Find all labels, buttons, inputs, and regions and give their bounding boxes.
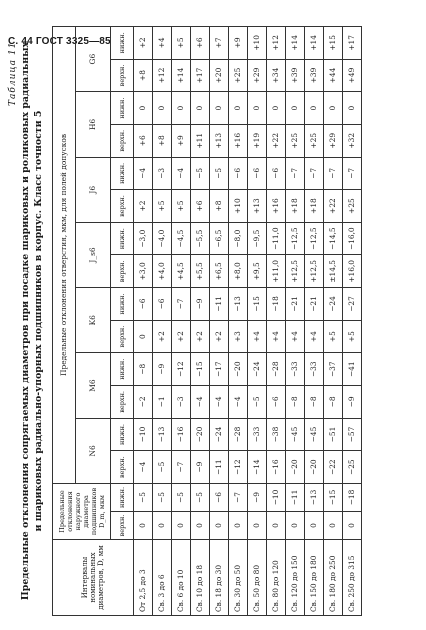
hole-deviation-cell: +8,0 [229, 255, 248, 288]
bearing-deviation-cell: 0 [172, 512, 191, 540]
hole-deviation-cell: +4 [305, 320, 324, 353]
hole-deviation-cell: −12,5 [286, 222, 305, 255]
hole-deviation-cell: −38 [267, 418, 286, 451]
hole-deviation-cell: 0 [305, 92, 324, 125]
upper-deviation-header: верхн. [111, 451, 134, 484]
hole-deviation-cell: −2 [134, 386, 153, 419]
interval-cell: Св. 250 до 315 [343, 540, 362, 616]
hole-deviation-cell: −12,5 [305, 222, 324, 255]
hole-deviation-cell: +20 [210, 59, 229, 92]
hole-deviation-cell: −6 [267, 157, 286, 190]
hole-deviation-cell: −6 [134, 288, 153, 321]
table-row [191, 27, 210, 616]
table-row [210, 27, 229, 616]
hole-deviation-cell: −4 [134, 157, 153, 190]
table-title-line-1: Предельные отклонения сопрягаемых диаметров при посадке шариковых и роликовых радиальных [20, 41, 31, 601]
hole-deviation-cell: +32 [343, 124, 362, 157]
hole-deviation-cell: +9,5 [248, 255, 267, 288]
hole-deviation-cell: 0 [229, 92, 248, 125]
hole-deviation-cell: +15 [324, 27, 343, 60]
bearing-deviation-cell: 0 [267, 512, 286, 540]
hole-deviation-cell: +8 [134, 59, 153, 92]
hole-deviation-cell: −5 [248, 386, 267, 419]
hole-deviation-cell: +2 [134, 27, 153, 60]
hole-deviation-cell: −6 [229, 157, 248, 190]
hole-deviation-cell: −20 [305, 451, 324, 484]
bearing-deviation-cell: 0 [248, 512, 267, 540]
hole-deviation-cell: −21 [305, 288, 324, 321]
hole-deviation-cell: −12 [229, 451, 248, 484]
hole-deviation-cell: +25 [229, 59, 248, 92]
hole-deviation-cell: −45 [286, 418, 305, 451]
hole-deviation-cell: −33 [305, 353, 324, 386]
hole-deviation-cell: +18 [286, 190, 305, 223]
hole-deviation-cell: +13 [248, 190, 267, 223]
hole-deviation-cell: 0 [134, 92, 153, 125]
hole-deviation-cell: +8 [153, 124, 172, 157]
hole-deviation-cell: +17 [191, 59, 210, 92]
hole-deviation-cell: +39 [286, 59, 305, 92]
bearing-deviation-cell: 0 [134, 512, 153, 540]
lower-deviation-header: нижн. [111, 157, 134, 190]
hole-deviation-cell: +29 [248, 59, 267, 92]
hole-deviation-cell: −7 [286, 157, 305, 190]
hole-deviation-cell: −6 [153, 288, 172, 321]
hole-deviation-cell: +44 [324, 59, 343, 92]
table-row [172, 27, 191, 616]
hole-deviation-cell: −16,0 [343, 222, 362, 255]
hole-deviation-cell: +29 [324, 124, 343, 157]
hole-deviation-cell: +2 [153, 320, 172, 353]
bearing-deviation-cell: 0 [286, 512, 305, 540]
bearing-deviation-cell: −5 [153, 483, 172, 511]
hole-deviation-cell: 0 [210, 92, 229, 125]
hole-deviation-cell: −8,0 [229, 222, 248, 255]
bearing-deviation-cell: 0 [305, 512, 324, 540]
tolerance-group-header: Предельные отклонения отверстия, мкм, для полей допусков [53, 27, 76, 484]
hole-deviation-cell: +12 [267, 27, 286, 60]
hole-deviation-cell: +5 [343, 320, 362, 353]
bearing-deviation-cell: −5 [134, 483, 153, 511]
table-number: Таблица 11 [8, 41, 18, 106]
hole-deviation-cell: −18 [267, 288, 286, 321]
hole-deviation-cell: +4 [267, 320, 286, 353]
hole-deviation-cell: −25 [343, 451, 362, 484]
field-header: G6 [76, 27, 111, 92]
interval-cell: Св. 150 до 180 [305, 540, 324, 616]
hole-deviation-cell: −20 [229, 353, 248, 386]
hole-deviation-cell: +8 [210, 190, 229, 223]
hole-deviation-cell: ±14,5 [324, 255, 343, 288]
upper-deviation-header: верхн. [111, 386, 134, 419]
bearing-deviation-cell: −11 [286, 483, 305, 511]
hole-deviation-cell: +5 [172, 190, 191, 223]
hole-deviation-cell: −3,0 [134, 222, 153, 255]
hole-deviation-cell: −9 [191, 451, 210, 484]
hole-deviation-cell: −11 [210, 288, 229, 321]
upper-deviation-header: верхн. [111, 320, 134, 353]
table-row [153, 27, 172, 616]
hole-deviation-cell: −13 [153, 418, 172, 451]
hole-deviation-cell: +49 [343, 59, 362, 92]
lower-deviation-header: нижн. [111, 353, 134, 386]
hole-deviation-cell: +34 [267, 59, 286, 92]
field-header: J6 [76, 157, 111, 222]
hole-deviation-cell: −4 [191, 386, 210, 419]
upper-deviation-header: верхн. [111, 190, 134, 223]
hole-deviation-cell: +6 [134, 124, 153, 157]
table-row [229, 27, 248, 616]
hole-deviation-cell: +25 [305, 124, 324, 157]
bearing-deviation-cell: −7 [229, 483, 248, 511]
hole-deviation-cell: −12 [172, 353, 191, 386]
hole-deviation-cell: −16 [267, 451, 286, 484]
hole-deviation-cell: −4 [134, 451, 153, 484]
interval-cell: Св. 80 до 120 [267, 540, 286, 616]
hole-deviation-cell: 0 [134, 320, 153, 353]
hole-deviation-cell: −7 [324, 157, 343, 190]
table-row [248, 27, 267, 616]
hole-deviation-cell: −33 [286, 353, 305, 386]
hole-deviation-cell: +5,5 [191, 255, 210, 288]
lower-deviation-header: нижн. [111, 288, 134, 321]
table-row [267, 27, 286, 616]
hole-deviation-cell: −15 [191, 353, 210, 386]
hole-deviation-cell: −14 [248, 451, 267, 484]
hole-deviation-cell: +4 [153, 27, 172, 60]
hole-deviation-cell: 0 [267, 92, 286, 125]
upper-deviation-header: верхн. [111, 512, 134, 540]
hole-deviation-cell: −16 [172, 418, 191, 451]
table-row [324, 27, 343, 616]
hole-deviation-cell: −28 [267, 353, 286, 386]
bearing-deviation-cell: −18 [343, 483, 362, 511]
hole-deviation-cell: +25 [343, 190, 362, 223]
field-header: H6 [76, 92, 111, 157]
bearing-deviation-cell: −10 [267, 483, 286, 511]
hole-deviation-cell: −14,5 [324, 222, 343, 255]
table-row [134, 27, 153, 616]
hole-deviation-cell: 0 [286, 92, 305, 125]
bearing-deviation-cell: −5 [172, 483, 191, 511]
hole-deviation-cell: +14 [305, 27, 324, 60]
hole-deviation-cell: −7 [172, 451, 191, 484]
hole-deviation-cell: −6 [248, 157, 267, 190]
hole-deviation-cell: +39 [305, 59, 324, 92]
hole-deviation-cell: −9 [191, 288, 210, 321]
hole-deviation-cell: −5 [210, 157, 229, 190]
hole-deviation-cell: −4 [229, 386, 248, 419]
hole-deviation-cell: −7 [343, 157, 362, 190]
hole-deviation-cell: 0 [248, 92, 267, 125]
hole-deviation-cell: −11,0 [267, 222, 286, 255]
hole-deviation-cell: −3 [172, 386, 191, 419]
hole-deviation-cell: +11 [191, 124, 210, 157]
bearing-deviation-cell: −9 [248, 483, 267, 511]
interval-cell: Св. 10 до 18 [191, 540, 210, 616]
bearing-deviation-cell: 0 [153, 512, 172, 540]
hole-deviation-cell: +4,0 [153, 255, 172, 288]
hole-deviation-cell: −27 [343, 288, 362, 321]
hole-deviation-cell: −20 [191, 418, 210, 451]
hole-deviation-cell: +4 [248, 320, 267, 353]
hole-deviation-cell: +10 [229, 190, 248, 223]
bearing-diameter-header: Предельные отклонения наружного диаметра подшипников D_m, мкм [53, 483, 111, 539]
hole-deviation-cell: −8 [286, 386, 305, 419]
field-header: N6 [76, 418, 111, 483]
hole-deviation-cell: +5 [172, 27, 191, 60]
hole-deviation-cell: +2 [210, 320, 229, 353]
hole-deviation-cell: −10 [134, 418, 153, 451]
interval-cell: Св. 3 до 6 [153, 540, 172, 616]
hole-deviation-cell: +16 [229, 124, 248, 157]
hole-deviation-cell: +13 [210, 124, 229, 157]
hole-deviation-cell: +2 [191, 320, 210, 353]
interval-cell: Св. 180 до 250 [324, 540, 343, 616]
hole-deviation-cell: −4,0 [153, 222, 172, 255]
hole-deviation-cell: −9,5 [248, 222, 267, 255]
hole-deviation-cell: +4,5 [172, 255, 191, 288]
hole-deviation-cell: +5 [153, 190, 172, 223]
interval-cell: Св. 6 до 10 [172, 540, 191, 616]
hole-deviation-cell: −24 [324, 288, 343, 321]
rotated-page [8, 26, 412, 616]
hole-deviation-cell: −7 [305, 157, 324, 190]
hole-deviation-cell: −51 [324, 418, 343, 451]
upper-lower-row [111, 27, 134, 616]
hole-deviation-cell: −22 [324, 451, 343, 484]
hole-deviation-cell: +10 [248, 27, 267, 60]
hole-deviation-cell: −37 [324, 353, 343, 386]
hole-deviation-cell: +4 [286, 320, 305, 353]
interval-cell: От 2,5 до 3 [134, 540, 153, 616]
field-header: M6 [76, 353, 111, 418]
hole-deviation-cell: −5 [153, 451, 172, 484]
lower-deviation-header: нижн. [111, 483, 134, 511]
hole-deviation-cell: −33 [248, 418, 267, 451]
bearing-deviation-cell: 0 [324, 512, 343, 540]
hole-deviation-cell: +3,0 [134, 255, 153, 288]
bearing-deviation-cell: 0 [191, 512, 210, 540]
hole-deviation-cell: −21 [286, 288, 305, 321]
hole-deviation-cell: +12,5 [286, 255, 305, 288]
hole-deviation-cell: −4 [210, 386, 229, 419]
hole-deviation-cell: 0 [172, 92, 191, 125]
upper-deviation-header: верхн. [111, 59, 134, 92]
hole-deviation-cell: −17 [210, 353, 229, 386]
hole-deviation-cell: −8 [324, 386, 343, 419]
hole-deviation-cell: +3 [229, 320, 248, 353]
field-header: J_s6 [76, 222, 111, 287]
interval-cell: Св. 18 до 30 [210, 540, 229, 616]
hole-deviation-cell: +22 [324, 190, 343, 223]
interval-cell: Св. 50 до 80 [248, 540, 267, 616]
hole-deviation-cell: −20 [286, 451, 305, 484]
hole-deviation-cell: −24 [210, 418, 229, 451]
page-header: С. 44 ГОСТ 3325—85 [8, 36, 111, 47]
hole-deviation-cell: −9 [343, 386, 362, 419]
deviations-table [52, 26, 362, 616]
hole-deviation-cell: +18 [305, 190, 324, 223]
upper-deviation-header: верхн. [111, 255, 134, 288]
table-title-line-2: и шариковых радиально-упорных подшипников в корпус. Класс точности 5 [33, 110, 44, 532]
lower-deviation-header: нижн. [111, 92, 134, 125]
hole-deviation-cell: +5 [324, 320, 343, 353]
hole-deviation-cell: +6,5 [210, 255, 229, 288]
hole-deviation-cell: +9 [172, 124, 191, 157]
hole-deviation-cell: −6 [267, 386, 286, 419]
hole-deviation-cell: +2 [134, 190, 153, 223]
hole-deviation-cell: +2 [172, 320, 191, 353]
bearing-deviation-cell: 0 [210, 512, 229, 540]
hole-deviation-cell: −11 [210, 451, 229, 484]
hole-deviation-cell: 0 [191, 92, 210, 125]
upper-deviation-header: верхн. [111, 124, 134, 157]
hole-deviation-cell: +6 [191, 190, 210, 223]
hole-deviation-cell: −8 [134, 353, 153, 386]
field-header: K6 [76, 288, 111, 353]
lower-deviation-header: нижн. [111, 418, 134, 451]
bearing-deviation-cell: −13 [305, 483, 324, 511]
hole-deviation-cell: −6,5 [210, 222, 229, 255]
bearing-deviation-cell: 0 [229, 512, 248, 540]
hole-deviation-cell: −45 [305, 418, 324, 451]
table-row [305, 27, 324, 616]
hole-deviation-cell: +12,5 [305, 255, 324, 288]
hole-deviation-cell: 0 [153, 92, 172, 125]
hole-deviation-cell: −5 [191, 157, 210, 190]
bearing-deviation-cell: 0 [343, 512, 362, 540]
hole-deviation-cell: −5,5 [191, 222, 210, 255]
hole-deviation-cell: +16,0 [343, 255, 362, 288]
hole-deviation-cell: −41 [343, 353, 362, 386]
hole-deviation-cell: −3 [153, 157, 172, 190]
hole-deviation-cell: −24 [248, 353, 267, 386]
hole-deviation-cell: −8 [305, 386, 324, 419]
hole-deviation-cell: −4 [172, 157, 191, 190]
interval-cell: Св. 30 до 50 [229, 540, 248, 616]
hole-deviation-cell: −1 [153, 386, 172, 419]
table-row [343, 27, 362, 616]
hole-deviation-cell: −4,5 [172, 222, 191, 255]
hole-deviation-cell: +19 [248, 124, 267, 157]
bearing-deviation-cell: −15 [324, 483, 343, 511]
hole-deviation-cell: 0 [343, 92, 362, 125]
hole-deviation-cell: +11,0 [267, 255, 286, 288]
table-row [286, 27, 305, 616]
hole-deviation-cell: −15 [248, 288, 267, 321]
table-body [134, 27, 362, 616]
hole-deviation-cell: +7 [210, 27, 229, 60]
hole-deviation-cell: −9 [153, 353, 172, 386]
lower-deviation-header: нижн. [111, 222, 134, 255]
hole-deviation-cell: +22 [267, 124, 286, 157]
hole-deviation-cell: +17 [343, 27, 362, 60]
hole-deviation-cell: +14 [172, 59, 191, 92]
lower-deviation-header: нижн. [111, 27, 134, 60]
hole-deviation-cell: 0 [324, 92, 343, 125]
hole-deviation-cell: +16 [267, 190, 286, 223]
hole-deviation-cell: +25 [286, 124, 305, 157]
hole-deviation-cell: +12 [153, 59, 172, 92]
hole-deviation-cell: −57 [343, 418, 362, 451]
hole-deviation-cell: +6 [191, 27, 210, 60]
bearing-deviation-cell: −6 [210, 483, 229, 511]
interval-header: Интервалы номинальных диаметров, D, мм [53, 540, 134, 616]
hole-deviation-cell: −13 [229, 288, 248, 321]
hole-deviation-cell: +14 [286, 27, 305, 60]
interval-cell: Св. 120 до 150 [286, 540, 305, 616]
hole-deviation-cell: −7 [172, 288, 191, 321]
bearing-deviation-cell: −5 [191, 483, 210, 511]
hole-deviation-cell: −28 [229, 418, 248, 451]
hole-deviation-cell: +9 [229, 27, 248, 60]
